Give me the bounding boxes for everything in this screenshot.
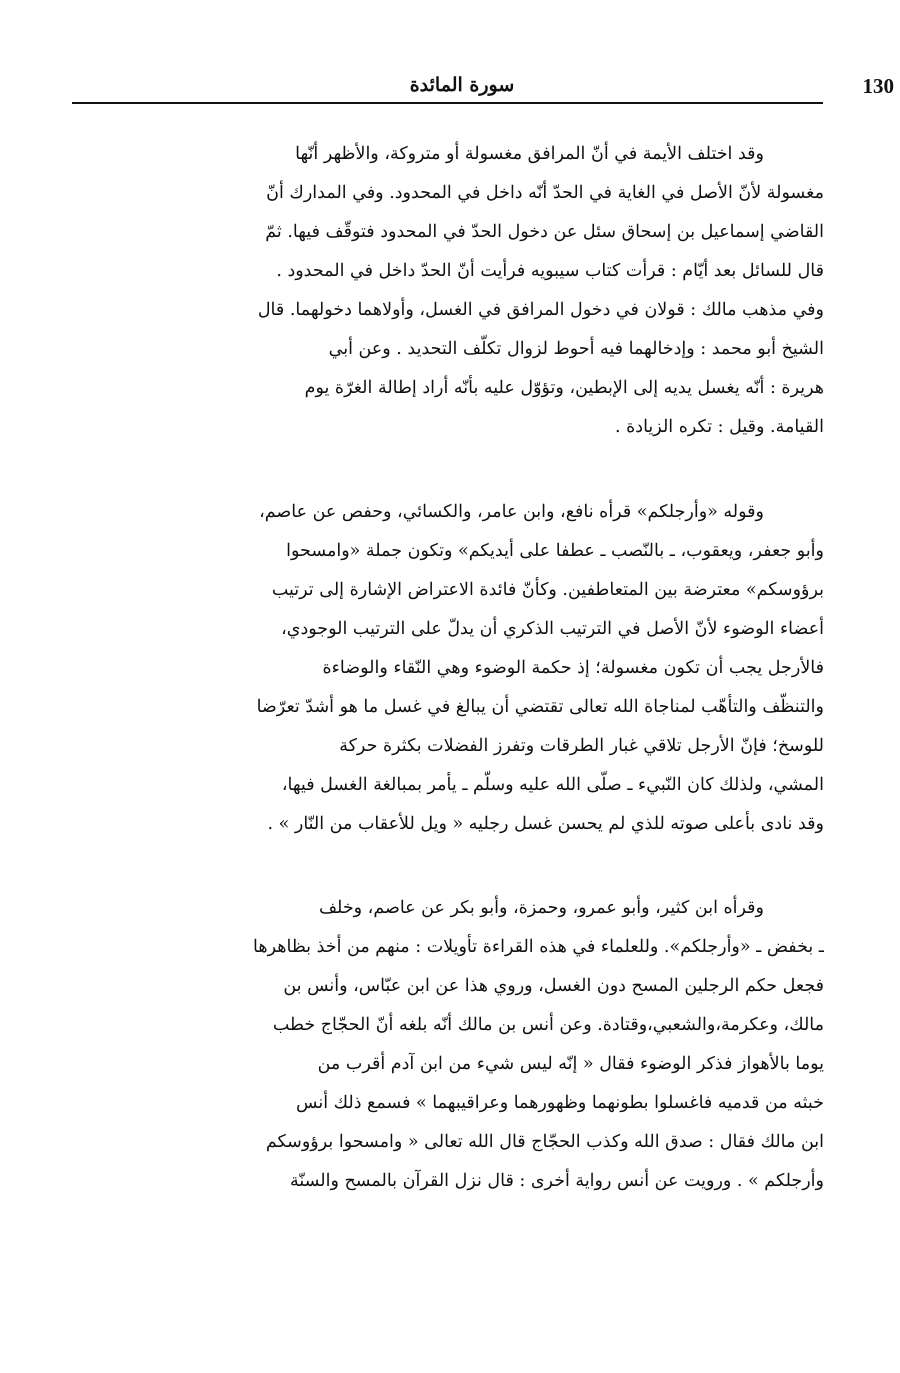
- paragraph-2: [72, 493, 824, 844]
- text-line: المشي، ولذلك كان النّبيء ـ صلّى الله عليه وسلّم ـ يأمر بمبالغة الغسل فيها،: [281, 775, 824, 795]
- text-line: والتنظّف والتأهّب لمناجاة الله تعالى تقتضي أن يبالغ في غسل ما هو أشدّ تعرّضا: [256, 697, 824, 717]
- text-line: وأرجلكم » . ورويت عن أنس رواية أخرى : قال نزل القرآن بالمسح والسنّة: [290, 1171, 824, 1191]
- text-line: وقد نادى بأعلى صوته للذي لم يحسن غسل رجليه « ويل للأعقاب من النّار » .: [267, 814, 824, 834]
- text-line: خبثه من قدميه فاغسلوا بطونهما وظهورهما وعراقيبهما » فسمع ذلك أنس: [296, 1093, 824, 1113]
- text-line: أعضاء الوضوء لأنّ الأصل في الترتيب الذكري أن يدلّ على الترتيب الوجودي،: [281, 619, 824, 639]
- text-line: وقد اختلف الأيمة في أنّ المرافق مغسولة أو متروكة، والأظهر أنّها: [295, 144, 764, 164]
- text-line: يوما بالأهواز فذكر الوضوء فقال « إنّه ليس شيء من ابن آدم أقرب من: [317, 1054, 824, 1074]
- paragraph-3: [72, 889, 824, 1201]
- header-divider: [72, 102, 823, 104]
- text-line: برؤوسكم» معترضة بين المتعاطفين. وكأنّ فائدة الاعتراض الإشارة إلى ترتيب: [271, 580, 824, 600]
- text-line: ابن مالك فقال : صدق الله وكذب الحجّاج قال الله تعالى « وامسحوا برؤوسكم: [265, 1132, 824, 1152]
- page-header: [72, 72, 894, 102]
- running-title: سورة المائدة: [409, 74, 515, 96]
- text-line: وقرأه ابن كثير، وأبو عمرو، وحمزة، وأبو بكر عن عاصم، وخلف: [318, 898, 764, 918]
- text-line: قال للسائل بعد أيّام : قرأت كتاب سيبويه فرأيت أنّ الحدّ داخل في المحدود .: [276, 261, 824, 281]
- text-line: فجعل حكم الرجلين المسح دون الغسل، وروي هذا عن ابن عبّاس، وأنس بن: [283, 976, 824, 996]
- text-line: هريرة : أنّه يغسل يديه إلى الإبطين، وتؤوّل عليه بأنّه أراد إطالة الغرّة يوم: [304, 378, 824, 398]
- text-line: الشيخ أبو محمد : وإدخالهما فيه أحوط لزوال تكلّف التحديد . وعن أبي: [328, 339, 824, 359]
- text-line: وأبو جعفر، ويعقوب، ـ بالنّصب ـ عطفا على أيديكم» وتكون جملة «وامسحوا: [286, 541, 824, 561]
- paragraph-1: [72, 135, 824, 447]
- text-line: مالك، وعكرمة،والشعبي،وقتادة. وعن أنس بن مالك أنّه بلغه أنّ الحجّاج خطب: [272, 1015, 824, 1035]
- text-line: ـ بخفض ـ «وأرجلكم». وللعلماء في هذه القراءة تأويلات : منهم من أخذ بظاهرها: [253, 937, 824, 957]
- page-number: 130: [862, 74, 894, 98]
- text-line: القيامة. وقيل : تكره الزيادة .: [615, 417, 824, 437]
- text-line: القاضي إسماعيل بن إسحاق سئل عن دخول الحدّ في المحدود فتوقّف فيها. ثمّ: [265, 222, 824, 242]
- text-line: وقوله «وأرجلكم» قرأه نافع، وابن عامر، والكسائي، وحفص عن عاصم،: [259, 502, 764, 522]
- text-line: وفي مذهب مالك : قولان في دخول المرافق في الغسل، وأولاهما دخولهما. قال: [257, 300, 824, 320]
- text-line: للوسخ؛ فإنّ الأرجل تلاقي غبار الطرقات وتفرز الفضلات بكثرة حركة: [339, 736, 824, 756]
- text-line: مغسولة لأنّ الأصل في الغاية في الحدّ أنّه داخل في المحدود. وفي المدارك أنّ: [266, 183, 824, 203]
- text-line: فالأرجل يجب أن تكون مغسولة؛ إذ حكمة الوضوء وهي النّقاء والوضاءة: [322, 658, 824, 678]
